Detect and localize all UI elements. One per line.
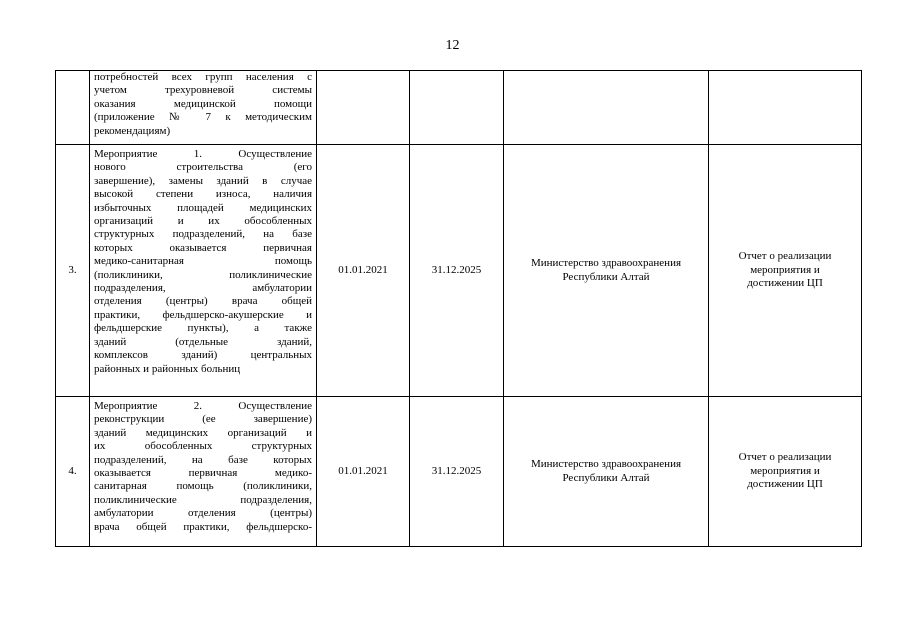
description-line: реконструкции (ее завершение) (94, 413, 312, 426)
executor-cell (504, 71, 709, 145)
row-number-cell (56, 397, 90, 547)
activities-table (55, 70, 862, 547)
executor-line: Республики Алтай (562, 471, 650, 484)
page-number: 12 (445, 38, 460, 53)
end-date: 31.12.2025 (431, 263, 482, 276)
end-date: 31.12.2025 (431, 464, 482, 477)
start-date-cell (317, 397, 410, 547)
description-line: подразделения, амбулатории (94, 282, 312, 295)
description-line: санитарная помощь (поликлиники, (94, 480, 312, 493)
activity-description-cell (90, 397, 317, 547)
description-line: районных и районных больниц (94, 362, 241, 375)
description-line: отделения (центры) врача общей (94, 295, 312, 308)
description-line: высокой степени износа, наличия (94, 188, 312, 201)
description-line: учетом трехуровневой системы (94, 84, 312, 97)
result-cell (709, 71, 862, 145)
result-line: мероприятия и (750, 263, 820, 276)
executor-line: Министерство здравоохранения (530, 458, 682, 471)
executor-line: Республики Алтай (562, 270, 650, 283)
executor-line: Министерство здравоохранения (530, 257, 682, 270)
table-row-continued (56, 71, 862, 145)
description-line: Мероприятие 2. Осуществление (94, 400, 312, 412)
description-line: медико-санитарная помощь (94, 255, 312, 268)
executor-cell (504, 145, 709, 397)
description-line: оказывается первичная медико- (94, 467, 312, 480)
description-line: амбулатории отделения (центры) (94, 507, 312, 520)
description-line: нового строительства (его (94, 161, 312, 174)
end-date-cell (410, 397, 504, 547)
description-line: (приложение № 7 к методическим (94, 111, 312, 124)
result-line: достижении ЦП (747, 277, 823, 290)
executor-cell (504, 397, 709, 547)
description-line: оказания медицинской помощи (94, 97, 312, 110)
description-line: потребностей всех групп населения с (94, 71, 312, 83)
description-line: комплексов зданий) центральных (94, 349, 312, 362)
row-number-cell (56, 71, 90, 145)
description-line: поликлинические подразделения, (94, 493, 312, 506)
description-line: (поликлиники, поликлинические (94, 268, 312, 281)
start-date: 01.01.2021 (338, 263, 388, 276)
activity-description-cell (90, 71, 317, 145)
activity-description-cell (90, 145, 317, 397)
start-date-cell (317, 145, 410, 397)
result-line: достижении ЦП (747, 478, 823, 491)
description-line: практики, фельдшерско-акушерские и (94, 308, 312, 321)
result-line: Отчет о реализации (738, 250, 832, 263)
description-line: которых оказывается первичная (94, 241, 312, 254)
description-line: Мероприятие 1. Осуществление (94, 148, 312, 160)
result-line: Отчет о реализации (738, 451, 832, 464)
row-number-cell (56, 145, 90, 397)
table-row (56, 145, 862, 397)
description-line: зданий (отдельные зданий, (94, 335, 312, 348)
start-date-cell (317, 71, 410, 145)
description-line: подразделений, на базе которых (94, 453, 312, 466)
start-date: 01.01.2021 (338, 464, 388, 477)
description-line: зданий медицинских организаций и (94, 426, 312, 439)
description-line: их обособленных структурных (94, 440, 312, 453)
description-line: избыточных площадей медицинских (94, 201, 312, 214)
result-cell (709, 145, 862, 397)
description-line: структурных подразделений, на базе (94, 228, 312, 241)
end-date-cell (410, 71, 504, 145)
result-line: мероприятия и (750, 464, 820, 477)
description-line: завершение), замены зданий в случае (94, 174, 312, 187)
description-line: организаций и их обособленных (94, 215, 312, 228)
row-number: 4. (68, 464, 77, 477)
description-line: фельдшерские пункты), а также (94, 322, 312, 335)
result-cell (709, 397, 862, 547)
description-line: рекомендациям) (94, 124, 171, 137)
table-row (56, 397, 862, 547)
row-number: 3. (68, 263, 77, 276)
end-date-cell (410, 145, 504, 397)
description-line: врача общей практики, фельдшерско- (94, 520, 312, 533)
